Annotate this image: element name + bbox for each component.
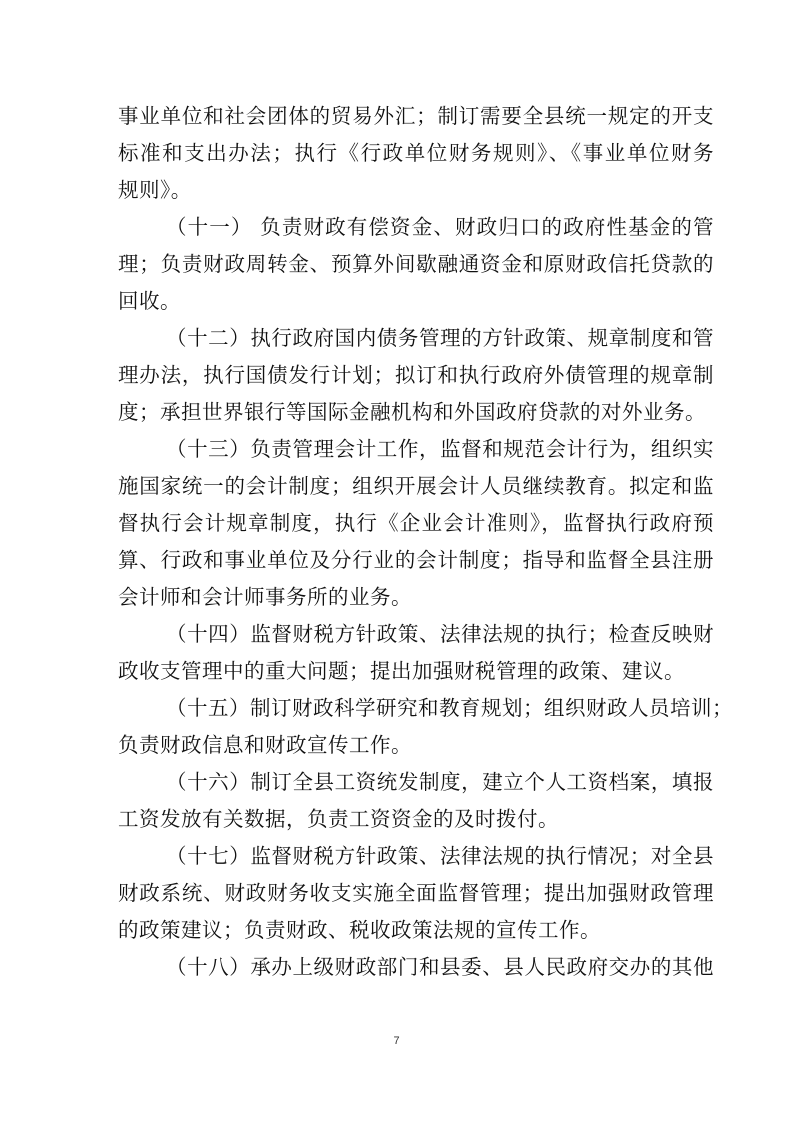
text-line: 施国家统一的会计制度；组织开展会计人员继续教育。拟定和监 xyxy=(118,474,714,498)
text-line: 督执行会计规章制度，执行《企业会计准则》，监督执行政府预 xyxy=(118,511,714,535)
text-line: 政收支管理中的重大问题；提出加强财税管理的政策、建议。 xyxy=(118,659,685,683)
text-line: 度；承担世界银行等国际金融机构和外国政府贷款的对外业务。 xyxy=(118,400,706,424)
text-line: 的政策建议；负责财政、税收政策法规的宣传工作。 xyxy=(118,918,601,942)
paragraph-first-line: （十五）制订财政科学研究和教育规划；组织财政人员培训； xyxy=(166,696,733,720)
text-line: 工资发放有关数据，负责工资资金的及时拨付。 xyxy=(118,807,559,831)
text-line: 事业单位和社会团体的贸易外汇；制订需要全县统一规定的开支 xyxy=(118,104,714,128)
text-line: 规则》。 xyxy=(118,178,192,202)
text-line: 财政系统、财政财务收支实施全面监督管理；提出加强财政管理 xyxy=(118,881,714,905)
paragraph-first-line: （十二）执行政府国内债务管理的方针政策、规章制度和管 xyxy=(166,326,714,350)
text-line: 负责财政信息和财政宣传工作。 xyxy=(118,733,412,757)
page-number: 7 xyxy=(393,1035,400,1047)
paragraph-first-line: （十三）负责管理会计工作，监督和规范会计行为，组织实 xyxy=(166,437,714,461)
paragraph-first-line: （十一） 负责财政有偿资金、财政归口的政府性基金的管 xyxy=(166,215,714,239)
text-line: 回收。 xyxy=(118,289,181,313)
paragraph-first-line: （十六）制订全县工资统发制度，建立个人工资档案，填报 xyxy=(166,770,714,794)
text-line: 标准和支出办法；执行《行政单位财务规则》、《事业单位财务 xyxy=(118,141,714,165)
body-text xyxy=(118,98,733,986)
text-line: 理；负责财政周转金、预算外间歇融通资金和原财政信托贷款的 xyxy=(118,252,714,276)
text-line: 算、行政和事业单位及分行业的会计制度；指导和监督全县注册 xyxy=(118,548,714,572)
paragraph-first-line: （十七）监督财税方针政策、法律法规的执行情况；对全县 xyxy=(166,844,714,868)
text-line: 理办法，执行国债发行计划；拟订和执行政府外债管理的规章制 xyxy=(118,363,714,387)
paragraph-first-line: （十四）监督财税方针政策、法律法规的执行；检查反映财 xyxy=(166,622,714,646)
text-line: 会计师和会计师事务所的业务。 xyxy=(118,585,412,609)
paragraph-first-line: （十八）承办上级财政部门和县委、县人民政府交办的其他 xyxy=(166,955,714,979)
